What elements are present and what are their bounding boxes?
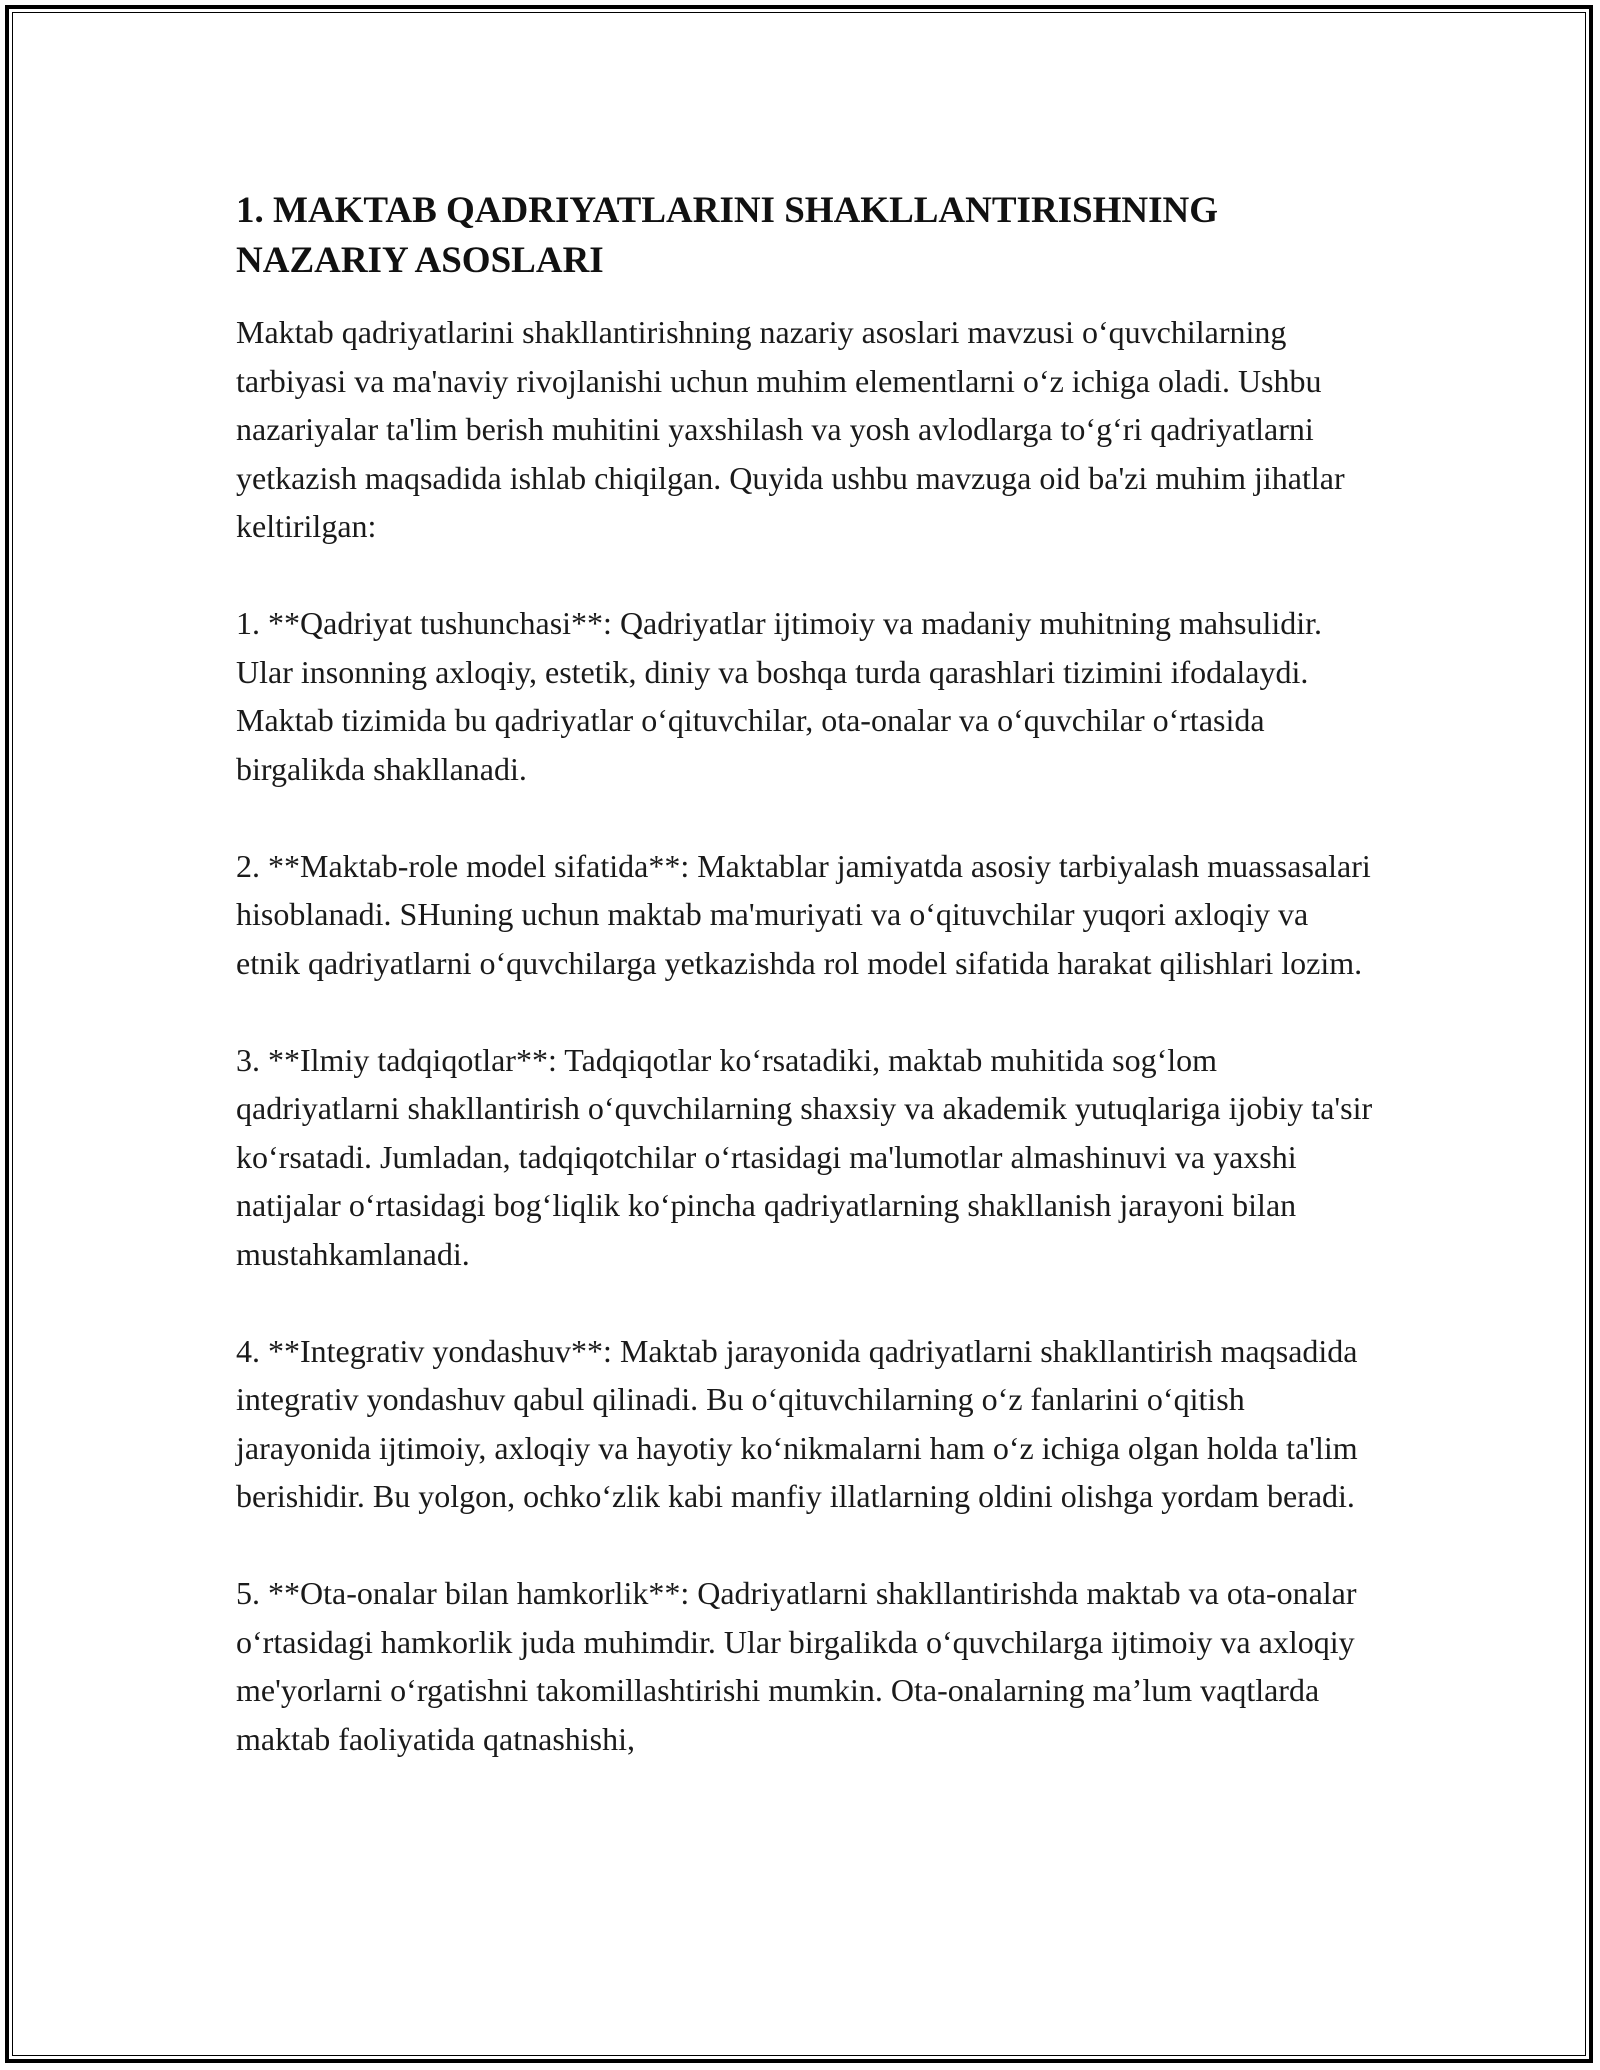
document-body bbox=[236, 186, 1376, 1763]
paragraph-item-3: 3. **Ilmiy tadqiqotlar**: Tadqiqotlar ko‘rsatadiki, maktab muhitida sog‘lom qadriyatlarni shakllantirish o‘quvchilarning shaxsiy va akademik yutuqlariga ijobiy ta'sir ko‘rsatadi. Jumladan, tadqiqotchilar o‘rtasidagi ma'lumotlar almashinuvi va yaxshi natijalar o‘rtasidagi bog‘liqlik ko‘pincha qadriyatlarning shakllanish jarayoni bilan mustahkamlanadi. bbox=[236, 1041, 1373, 1272]
intro-paragraph: Maktab qadriyatlarini shakllantirishning nazariy asoslari mavzusi o‘quvchilarning tarbiyasi va ma'naviy rivojlanishi uchun muhim elementlarni o‘z ichiga oladi. Ushbu nazariyalar ta'lim berish muhitini yaxshilash va yosh avlodlarga to‘g‘ri qadriyatlarni yetkazish maqsadida ishlab chiqilgan. Quyida ushbu mavzuga oid ba'zi muhim jihatlar keltirilgan: bbox=[236, 314, 1345, 544]
paragraph-item-4: 4. **Integrativ yondashuv**: Maktab jarayonida qadriyatlarni shakllantirish maqsadida integrativ yondashuv qabul qilinadi. Bu o‘qituvchilarning o‘z fanlarini o‘qitish jarayonida ijtimoiy, axloqiy va hayotiy ko‘nikmalarni ham o‘z ichiga olgan holda ta'lim berishidir. Bu yolgon, ochko‘zlik kabi manfiy illatlarning oldini olishga yordam beradi. bbox=[236, 1332, 1358, 1514]
section-title-line-2: NAZARIY ASOSLARI bbox=[236, 240, 604, 281]
section-title-line-1: 1. MAKTAB QADRIYATLARINI SHAKLLANTIRISHNING bbox=[236, 190, 1219, 231]
section-title bbox=[236, 186, 1376, 286]
paragraph-item-5: 5. **Ota-onalar bilan hamkorlik**: Qadriyatlarni shakllantirishda maktab va ota-onalar o‘rtasidagi hamkorlik juda muhimdir. Ular birgalikda o‘quvchilarga ijtimoiy va axloqiy me'yorlarni o‘rgatishni takomillashtirishi mumkin. Ota-onalarning ma’lum vaqtlarda maktab faoliyatida qatnashishi, bbox=[236, 1575, 1357, 1757]
paragraph-item-1: 1. **Qadriyat tushunchasi**: Qadriyatlar ijtimoiy va madaniy muhitning mahsulidir. Ular insonning axloqiy, estetik, diniy va boshqa turda qarashlari tizimini ifodalaydi. Maktab tizimida bu qadriyatlar o‘qituvchilar, ota-onalar va o‘quvchilar o‘rtasida birgalikda shakllanadi. bbox=[236, 605, 1323, 787]
paragraph-item-2: 2. **Maktab-role model sifatida**: Maktablar jamiyatda asosiy tarbiyalash muassasalari hisoblanadi. SHuning uchun maktab ma'muriyati va o‘qituvchilar yuqori axloqiy va etnik qadriyatlarni o‘quvchilarga yetkazishda rol model sifatida harakat qilishlari lozim. bbox=[236, 847, 1371, 981]
